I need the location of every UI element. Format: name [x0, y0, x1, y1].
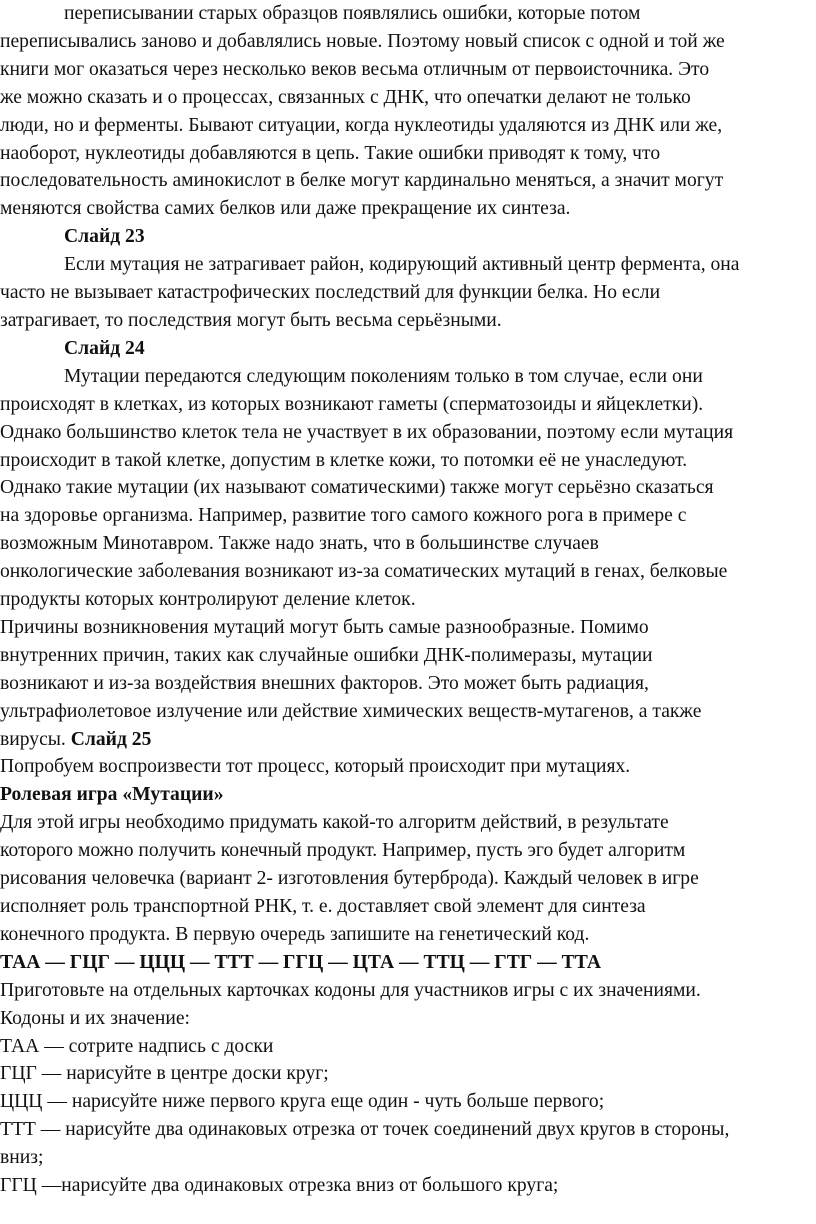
text-line: же можно сказать и о процессах, связанных с ДНК, что опечатки делают не только — [0, 86, 691, 108]
paragraph-mutation-causes — [0, 614, 816, 754]
text-line: меняются свойства самих белков или даже прекращение их синтеза. — [0, 198, 571, 220]
text-line: внутренних причин, таких как случайные ошибки ДНК-полимеразы, мутации — [0, 644, 653, 666]
text-line-with-slide-25 — [0, 726, 816, 754]
text-line: переписывании старых образцов появлялись ошибки, которые потом — [64, 3, 641, 24]
codon-item: ЦЦЦ — нарисуйте ниже первого круга еще один - чуть больше первого; — [0, 1091, 605, 1113]
text-line: люди, но и ферменты. Бывают ситуации, когда нуклеотиды удаляются из ДНК или же, — [0, 114, 723, 136]
text-line: на здоровье организма. Например, развитие того самого кожного рога в примере с — [0, 505, 687, 527]
slide-25-heading: Слайд 25 — [70, 728, 152, 750]
text-line: Мутации передаются следующим поколениям только в том случае, если они — [64, 365, 703, 387]
paragraph-try-process — [0, 753, 816, 781]
text-line: происходят в клетках, из которых возникают гаметы (сперматозоиды и яйцеклетки). — [0, 393, 704, 415]
section-role-game — [0, 781, 816, 1200]
role-game-title: Ролевая игра «Мутации» — [0, 784, 224, 806]
text-line: наоборот, нуклеотиды добавляются в цепь. Такие ошибки приводят к тому, что — [0, 142, 661, 164]
section-slide-23 — [0, 223, 816, 335]
text-line: Однако большинство клеток тела не участвует в их образовании, поэтому если мутация — [0, 421, 734, 443]
text-line: возможным Минотавром. Также надо знать, что в большинстве случаев — [0, 533, 599, 555]
text-line: переписывались заново и добавлялись новые. Поэтому новый список с одной и той же — [0, 30, 725, 52]
text-line: Кодоны и их значение: — [0, 1007, 191, 1029]
text-line: последовательность аминокислот в белке могут кардинально меняться, а значит могут — [0, 170, 724, 192]
slide-23-heading: Слайд 23 — [64, 226, 145, 248]
text-line: конечного продукта. В первую очередь запишите на генетический код. — [0, 923, 590, 945]
codon-item-continuation: вниз; — [0, 1147, 44, 1169]
codon-item: ТТТ — нарисуйте два одинаковых отрезка от точек соединений двух кругов в стороны, — [0, 1119, 730, 1141]
paragraph-copying-errors — [0, 0, 816, 223]
slide-24-heading: Слайд 24 — [64, 337, 145, 359]
text-line: книги мог оказаться через несколько веков весьма отличным от первоисточника. Это — [0, 58, 710, 80]
text-line: которого можно получить конечный продукт. Например, пусть эго будет алгоритм — [0, 840, 686, 862]
text-line: возникают и из-за воздействия внешних факторов. Это может быть радиация, — [0, 672, 649, 694]
text-fragment: вирусы. — [0, 728, 71, 750]
text-line: Если мутация не затрагивает район, кодирующий активный центр фермента, она — [64, 254, 740, 276]
text-line: исполняет роль транспортной РНК, т. е. доставляет свой элемент для синтеза — [0, 896, 646, 917]
section-slide-24 — [0, 335, 816, 614]
text-line: Для этой игры необходимо придумать какой-то алгоритм действий, в результате — [0, 812, 669, 834]
text-line: Попробуем воспроизвести тот процесс, который происходит при мутациях. — [0, 756, 631, 778]
text-line: ультрафиолетовое излучение или действие химических веществ-мутагенов, а также — [0, 700, 702, 722]
text-line: Приготовьте на отдельных карточках кодоны для участников игры с их значениями. — [0, 979, 701, 1001]
codon-item: ГГЦ —нарисуйте два одинаковых отрезка вниз от большого круга; — [0, 1175, 559, 1197]
text-line: Однако такие мутации (их называют соматическими) также могут серьёзно сказаться — [0, 477, 714, 499]
text-line: продукты которых контролируют деление клеток. — [0, 589, 416, 611]
genetic-code-sequence: ТАА — ГЦГ — ЦЦЦ — ТТТ — ГГЦ — ЦТА — ТТЦ — ГТГ — ТТА — [0, 951, 601, 973]
text-line: онкологические заболевания возникают из-за соматических мутаций в генах, белковые — [0, 561, 728, 583]
text-line: затрагивает, то последствия могут быть весьма серьёзными. — [0, 309, 502, 331]
text-line: Причины возникновения мутаций могут быть самые разнообразные. Помимо — [0, 616, 649, 638]
text-line: происходит в такой клетке, допустим в клетке кожи, то потомки её не унаследуют. — [0, 449, 688, 471]
codon-item: ТАА — сотрите надпись с доски — [0, 1035, 274, 1057]
text-line: часто не вызывает катастрофических последствий для функции белка. Но если — [0, 282, 661, 304]
text-line: рисования человечка (вариант 2- изготовления бутерброда). Каждый человек в игре — [0, 868, 699, 890]
codon-item: ГЦГ — нарисуйте в центре доски круг; — [0, 1063, 329, 1085]
